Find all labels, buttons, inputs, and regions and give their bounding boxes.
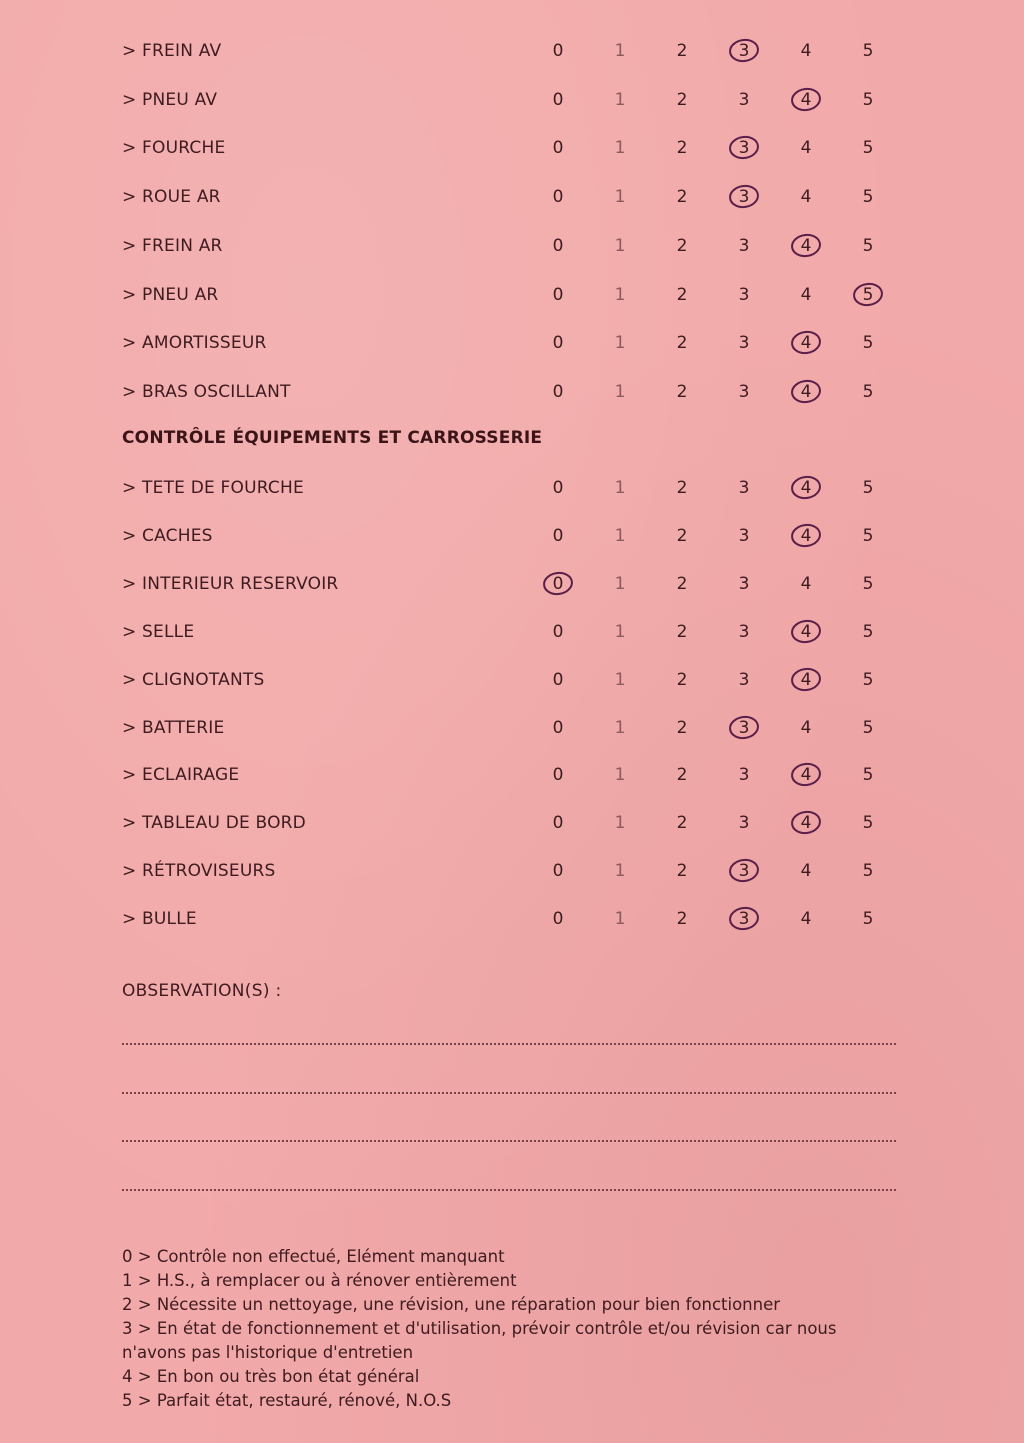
score-option-3[interactable]: 3 bbox=[738, 525, 750, 546]
score-option-1[interactable]: 1 bbox=[614, 621, 626, 642]
score-option-0[interactable]: 0 bbox=[552, 235, 564, 256]
score-option-0[interactable]: 0 bbox=[552, 41, 564, 61]
score-option-2[interactable]: 2 bbox=[676, 717, 688, 738]
score-option-0[interactable]: 0 bbox=[552, 187, 564, 208]
score-option-1[interactable]: 1 bbox=[614, 284, 626, 305]
score-option-3[interactable]: 3 bbox=[734, 138, 754, 158]
score-option-1[interactable]: 1 bbox=[614, 235, 626, 256]
score-option-3[interactable]: 3 bbox=[738, 478, 750, 498]
score-option-1[interactable]: 1 bbox=[614, 765, 626, 786]
pen-circle-icon bbox=[725, 712, 762, 742]
score-option-3[interactable]: 3 bbox=[734, 41, 754, 61]
rating-label: > AMORTISSEUR bbox=[122, 333, 267, 354]
score-option-1[interactable]: 1 bbox=[614, 41, 626, 61]
score-option-4[interactable]: 4 bbox=[800, 41, 812, 61]
rating-row bbox=[0, 761, 1024, 791]
score-option-5[interactable]: 5 bbox=[862, 717, 874, 738]
score-option-3[interactable]: 3 bbox=[738, 813, 750, 834]
rating-row bbox=[0, 474, 1024, 504]
score-option-0[interactable]: 0 bbox=[552, 813, 564, 834]
score-option-1[interactable]: 1 bbox=[614, 381, 626, 402]
score-option-4[interactable]: 4 bbox=[796, 90, 816, 110]
legend-line-0: 0 > Contrôle non effectué, Elément manquant bbox=[122, 1247, 505, 1266]
score-option-4[interactable]: 4 bbox=[796, 526, 816, 546]
rating-row bbox=[0, 666, 1024, 696]
rating-label: > ECLAIRAGE bbox=[122, 765, 240, 786]
score-option-3[interactable]: 3 bbox=[738, 573, 750, 594]
score-option-3[interactable]: 3 bbox=[738, 381, 750, 402]
score-option-5[interactable]: 5 bbox=[862, 573, 874, 594]
score-option-2[interactable]: 2 bbox=[676, 861, 688, 882]
rating-label: > PNEU AR bbox=[122, 284, 219, 305]
score-option-2[interactable]: 2 bbox=[676, 669, 688, 690]
rating-label: > BULLE bbox=[122, 909, 197, 930]
observations-title: OBSERVATION(S) : bbox=[122, 981, 282, 1001]
score-option-0[interactable]: 0 bbox=[552, 284, 564, 305]
score-option-4[interactable]: 4 bbox=[800, 284, 812, 305]
pen-circle-icon bbox=[787, 664, 824, 694]
rating-row bbox=[0, 86, 1024, 116]
rating-row bbox=[0, 134, 1024, 164]
rating-row bbox=[0, 809, 1024, 839]
pen-circle-icon bbox=[849, 279, 886, 309]
score-option-5[interactable]: 5 bbox=[862, 138, 874, 159]
score-option-2[interactable]: 2 bbox=[676, 478, 688, 498]
score-option-1[interactable]: 1 bbox=[614, 525, 626, 546]
score-option-4[interactable]: 4 bbox=[796, 670, 816, 690]
observation-line[interactable] bbox=[122, 1140, 896, 1142]
score-option-2[interactable]: 2 bbox=[676, 909, 688, 930]
rating-row bbox=[0, 714, 1024, 744]
pen-circle-icon bbox=[787, 327, 824, 357]
score-option-5[interactable]: 5 bbox=[862, 235, 874, 256]
observation-line[interactable] bbox=[122, 1092, 896, 1094]
score-option-3[interactable]: 3 bbox=[738, 89, 750, 110]
score-option-0[interactable]: 0 bbox=[552, 89, 564, 110]
score-option-5[interactable]: 5 bbox=[862, 89, 874, 110]
score-option-2[interactable]: 2 bbox=[676, 813, 688, 834]
score-option-0[interactable]: 0 bbox=[552, 861, 564, 882]
score-option-2[interactable]: 2 bbox=[676, 89, 688, 110]
rating-label: > SELLE bbox=[122, 621, 195, 642]
score-option-4[interactable]: 4 bbox=[800, 138, 812, 159]
pen-circle-icon bbox=[725, 903, 762, 933]
score-option-5[interactable]: 5 bbox=[862, 765, 874, 786]
observation-line[interactable] bbox=[122, 1189, 896, 1191]
score-option-1[interactable]: 1 bbox=[614, 861, 626, 882]
rating-row bbox=[0, 232, 1024, 262]
score-option-3[interactable]: 3 bbox=[738, 621, 750, 642]
score-option-4[interactable]: 4 bbox=[800, 717, 812, 738]
score-option-4[interactable]: 4 bbox=[800, 909, 812, 930]
score-option-5[interactable]: 5 bbox=[862, 478, 874, 498]
rating-label: > CACHES bbox=[122, 525, 213, 546]
score-option-5[interactable]: 5 bbox=[862, 621, 874, 642]
score-option-5[interactable]: 5 bbox=[862, 813, 874, 834]
rating-row bbox=[0, 281, 1024, 311]
score-option-0[interactable]: 0 bbox=[552, 765, 564, 786]
rating-label: > FREIN AR bbox=[122, 235, 223, 256]
score-option-2[interactable]: 2 bbox=[676, 187, 688, 208]
rating-row bbox=[0, 570, 1024, 600]
pen-circle-icon bbox=[787, 760, 824, 790]
score-option-4[interactable]: 4 bbox=[800, 861, 812, 882]
score-option-2[interactable]: 2 bbox=[676, 525, 688, 546]
pen-circle-icon bbox=[787, 616, 824, 646]
rating-row bbox=[0, 618, 1024, 648]
rating-label: > RÉTROVISEURS bbox=[122, 861, 276, 882]
score-option-4[interactable]: 4 bbox=[800, 187, 812, 208]
rating-label: > TABLEAU DE BORD bbox=[122, 813, 306, 834]
score-option-0[interactable]: 0 bbox=[552, 525, 564, 546]
score-option-3[interactable]: 3 bbox=[738, 669, 750, 690]
rating-row bbox=[0, 183, 1024, 213]
score-option-4[interactable]: 4 bbox=[796, 382, 816, 402]
pen-circle-icon bbox=[787, 376, 824, 406]
rating-row bbox=[0, 329, 1024, 359]
rating-label: > TETE DE FOURCHE bbox=[122, 478, 304, 498]
pen-circle-icon bbox=[787, 520, 824, 550]
pen-circle-icon bbox=[725, 35, 762, 65]
score-option-1[interactable]: 1 bbox=[614, 717, 626, 738]
score-option-3[interactable]: 3 bbox=[738, 333, 750, 354]
rating-row bbox=[0, 522, 1024, 552]
score-option-1[interactable]: 1 bbox=[614, 478, 626, 498]
score-option-2[interactable]: 2 bbox=[676, 138, 688, 159]
score-option-0[interactable]: 0 bbox=[552, 381, 564, 402]
score-option-5[interactable]: 5 bbox=[858, 285, 878, 305]
rating-row bbox=[0, 905, 1024, 935]
score-option-1[interactable]: 1 bbox=[614, 333, 626, 354]
rating-label: > FOURCHE bbox=[122, 138, 226, 159]
legend-line-3: 3 > En état de fonctionnement et d'utilisation, prévoir contrôle et/ou révision car nous n'avons pas l'historique d'entretien bbox=[122, 1319, 837, 1362]
pen-circle-icon bbox=[787, 230, 824, 260]
score-option-1[interactable]: 1 bbox=[614, 187, 626, 208]
pen-circle-icon bbox=[725, 133, 762, 163]
score-option-3[interactable]: 3 bbox=[734, 187, 754, 207]
score-option-0[interactable]: 0 bbox=[552, 621, 564, 642]
score-option-4[interactable]: 4 bbox=[800, 573, 812, 594]
score-option-2[interactable]: 2 bbox=[676, 41, 688, 61]
score-option-5[interactable]: 5 bbox=[862, 187, 874, 208]
score-option-4[interactable]: 4 bbox=[796, 765, 816, 785]
score-option-5[interactable]: 5 bbox=[862, 333, 874, 354]
score-option-1[interactable]: 1 bbox=[614, 138, 626, 159]
pen-circle-icon bbox=[725, 181, 762, 211]
score-option-5[interactable]: 5 bbox=[862, 909, 874, 930]
score-option-4[interactable]: 4 bbox=[796, 622, 816, 642]
score-option-3[interactable]: 3 bbox=[734, 861, 754, 881]
score-option-0[interactable]: 0 bbox=[548, 574, 568, 594]
score-option-2[interactable]: 2 bbox=[676, 621, 688, 642]
score-option-2[interactable]: 2 bbox=[676, 381, 688, 402]
pen-circle-icon bbox=[725, 855, 762, 885]
legend-line-5: 5 > Parfait état, restauré, rénové, N.O.S bbox=[122, 1391, 452, 1410]
score-option-5[interactable]: 5 bbox=[862, 669, 874, 690]
score-option-4[interactable]: 4 bbox=[796, 333, 816, 353]
observation-line[interactable] bbox=[122, 1043, 896, 1045]
rating-label: > ROUE AR bbox=[122, 187, 221, 208]
legend-line-1: 1 > H.S., à remplacer ou à rénover entièrement bbox=[122, 1271, 517, 1290]
score-option-1[interactable]: 1 bbox=[614, 669, 626, 690]
score-option-5[interactable]: 5 bbox=[862, 381, 874, 402]
score-option-0[interactable]: 0 bbox=[552, 909, 564, 930]
score-option-0[interactable]: 0 bbox=[552, 717, 564, 738]
score-option-2[interactable]: 2 bbox=[676, 333, 688, 354]
pen-circle-icon bbox=[787, 84, 824, 114]
pen-circle-icon bbox=[787, 472, 824, 502]
score-option-5[interactable]: 5 bbox=[862, 861, 874, 882]
score-option-1[interactable]: 1 bbox=[614, 813, 626, 834]
rating-row bbox=[0, 37, 1024, 67]
legend-line-2: 2 > Nécessite un nettoyage, une révision, une réparation pour bien fonctionner bbox=[122, 1295, 781, 1314]
score-option-4[interactable]: 4 bbox=[796, 236, 816, 256]
section-title: CONTRÔLE ÉQUIPEMENTS ET CARROSSERIE bbox=[122, 428, 543, 448]
score-option-0[interactable]: 0 bbox=[552, 333, 564, 354]
legend-line-4: 4 > En bon ou très bon état général bbox=[122, 1367, 420, 1386]
score-option-2[interactable]: 2 bbox=[676, 284, 688, 305]
score-option-0[interactable]: 0 bbox=[552, 138, 564, 159]
score-option-5[interactable]: 5 bbox=[862, 41, 874, 61]
score-option-1[interactable]: 1 bbox=[614, 909, 626, 930]
score-option-2[interactable]: 2 bbox=[676, 573, 688, 594]
score-option-0[interactable]: 0 bbox=[552, 478, 564, 498]
rating-label: > BATTERIE bbox=[122, 717, 225, 738]
rating-label: > BRAS OSCILLANT bbox=[122, 381, 291, 402]
score-option-1[interactable]: 1 bbox=[614, 89, 626, 110]
score-option-3[interactable]: 3 bbox=[734, 909, 754, 929]
rating-row bbox=[0, 378, 1024, 408]
rating-row bbox=[0, 857, 1024, 887]
score-option-2[interactable]: 2 bbox=[676, 765, 688, 786]
pen-circle-icon bbox=[539, 568, 576, 598]
score-option-4[interactable]: 4 bbox=[796, 478, 816, 498]
score-option-3[interactable]: 3 bbox=[738, 235, 750, 256]
score-option-4[interactable]: 4 bbox=[796, 813, 816, 833]
rating-label: > FREIN AV bbox=[122, 41, 222, 61]
score-option-5[interactable]: 5 bbox=[862, 525, 874, 546]
score-option-0[interactable]: 0 bbox=[552, 669, 564, 690]
score-option-1[interactable]: 1 bbox=[614, 573, 626, 594]
score-option-2[interactable]: 2 bbox=[676, 235, 688, 256]
pen-circle-icon bbox=[787, 808, 824, 838]
score-option-3[interactable]: 3 bbox=[738, 765, 750, 786]
rating-label: > INTERIEUR RESERVOIR bbox=[122, 573, 339, 594]
score-option-3[interactable]: 3 bbox=[734, 718, 754, 738]
rating-label: > PNEU AV bbox=[122, 89, 218, 110]
score-option-3[interactable]: 3 bbox=[738, 284, 750, 305]
rating-legend bbox=[122, 1245, 902, 1413]
rating-label: > CLIGNOTANTS bbox=[122, 669, 265, 690]
